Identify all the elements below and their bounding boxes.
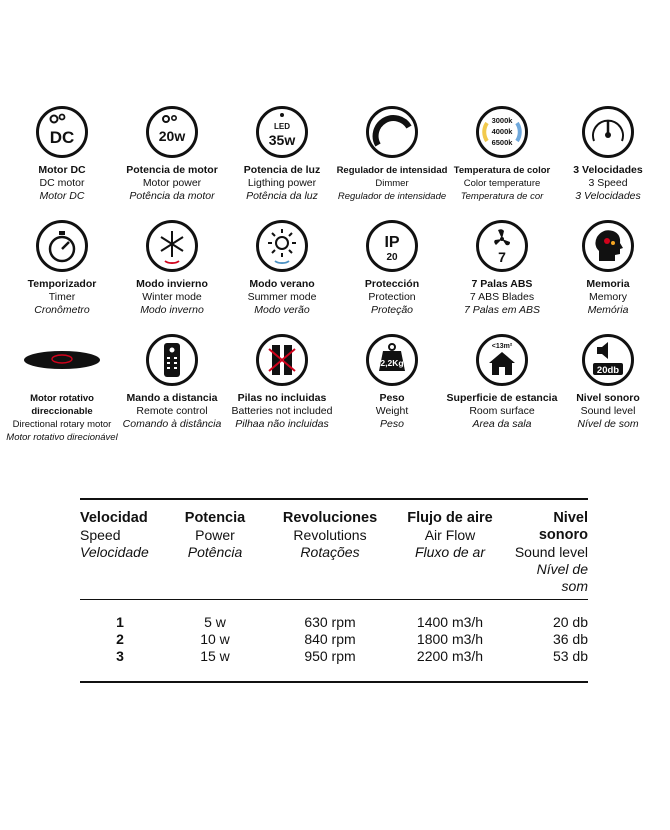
svg-text:IP: IP <box>384 234 400 251</box>
table-body <box>80 614 588 665</box>
snowflake-icon <box>146 220 198 272</box>
speedometer-icon <box>582 106 634 158</box>
fan-blades-icon <box>476 220 528 272</box>
table-header-rule <box>80 599 588 600</box>
table-top-rule <box>80 498 588 500</box>
svg-text:6500k: 6500k <box>491 138 513 147</box>
feature-winter-mode: Modo invierno Winter mode Modo inverno <box>116 220 228 317</box>
room-surface-icon <box>476 334 528 386</box>
table-row: 3 15 w 950 rpm 2200 m3/h 53 db <box>116 648 588 664</box>
feature-memory: Memoria Memory Memória <box>552 220 664 317</box>
feature-weight: 2,2Kg Peso Weight Peso <box>336 334 448 431</box>
svg-text:4000k: 4000k <box>491 127 513 136</box>
svg-text:35w: 35w <box>268 132 296 148</box>
feature-protection: IP 20 Protección Protection Proteção <box>336 220 448 317</box>
svg-text:20db: 20db <box>596 365 620 376</box>
svg-text:DC: DC <box>49 128 75 147</box>
spec-table <box>80 498 588 683</box>
feature-batteries: Pilas no incluidas Batteries not included Pilhaa não incluidas <box>226 334 338 431</box>
sound-level-icon <box>582 334 634 386</box>
table-header <box>80 510 588 595</box>
svg-text:<13m²: <13m² <box>491 343 513 350</box>
svg-text:3000k: 3000k <box>491 116 513 125</box>
dc-motor-icon <box>36 106 88 158</box>
svg-text:20: 20 <box>386 252 398 263</box>
feature-blades: 7 7 Palas ABS 7 ABS Blades 7 Palas em ABS <box>446 220 558 317</box>
feature-sound-level: 20db Nivel sonoro Sound level Nível de som <box>552 334 664 431</box>
feature-motor-power: 20w Potencia de motor Motor power Potência da motor <box>116 106 228 203</box>
col-sound-level: Nivel sonoro Sound level Nível de som <box>514 510 588 594</box>
feature-dimmer: Regulador de intensidad Dimmer Regulador de intensidade <box>336 106 448 203</box>
remote-control-icon <box>146 334 198 386</box>
svg-text:LED: LED <box>274 122 290 131</box>
rotary-motor-icon <box>22 334 102 386</box>
table-row: 1 5 w 630 rpm 1400 m3/h 20 db <box>116 614 588 630</box>
color-temperature-icon <box>476 106 528 158</box>
feature-rotary-motor: Motor rotativo direccionable Directional rotary motor Motor rotativo direcionável <box>6 334 118 444</box>
svg-text:20w: 20w <box>158 128 186 144</box>
ip20-icon <box>366 220 418 272</box>
col-speed: Velocidad Speed Velocidade <box>80 510 149 560</box>
weight-icon <box>366 334 418 386</box>
svg-text:2,2Kg: 2,2Kg <box>380 358 404 368</box>
feature-light-power: LED 35w Potencia de luz Ligthing power Potência da luz <box>226 106 338 203</box>
dimmer-icon <box>366 106 418 158</box>
stopwatch-icon <box>36 220 88 272</box>
batteries-icon <box>256 334 308 386</box>
sun-icon <box>256 220 308 272</box>
feature-color-temperature: 3000k 4000k 6500k Temperatura de color Color temperature Temperatura de cor <box>446 106 558 203</box>
feature-dc-motor: DC Motor DC DC motor Motor DC <box>6 106 118 203</box>
col-power: Potencia Power Potência <box>184 510 246 560</box>
motor-power-icon <box>146 106 198 158</box>
col-revolutions: Revoluciones Revolutions Rotações <box>282 510 378 560</box>
feature-speed: 3 Velocidades 3 Speed 3 Velocidades <box>552 106 664 203</box>
feature-timer: Temporizador Timer Cronômetro <box>6 220 118 317</box>
light-power-icon <box>256 106 308 158</box>
feature-summer-mode: Modo verano Summer mode Modo verão <box>226 220 338 317</box>
memory-head-icon <box>582 220 634 272</box>
svg-text:7: 7 <box>498 249 506 265</box>
feature-remote-control: Mando a distancia Remote control Comando à distância <box>116 334 228 431</box>
table-bottom-rule <box>80 681 588 683</box>
table-row: 2 10 w 840 rpm 1800 m3/h 36 db <box>116 631 588 647</box>
col-air-flow: Flujo de aire Air Flow Fluxo de ar <box>407 510 493 560</box>
feature-room-surface: <13m² Superficie de estancia Room surface Area da sala <box>446 334 558 431</box>
